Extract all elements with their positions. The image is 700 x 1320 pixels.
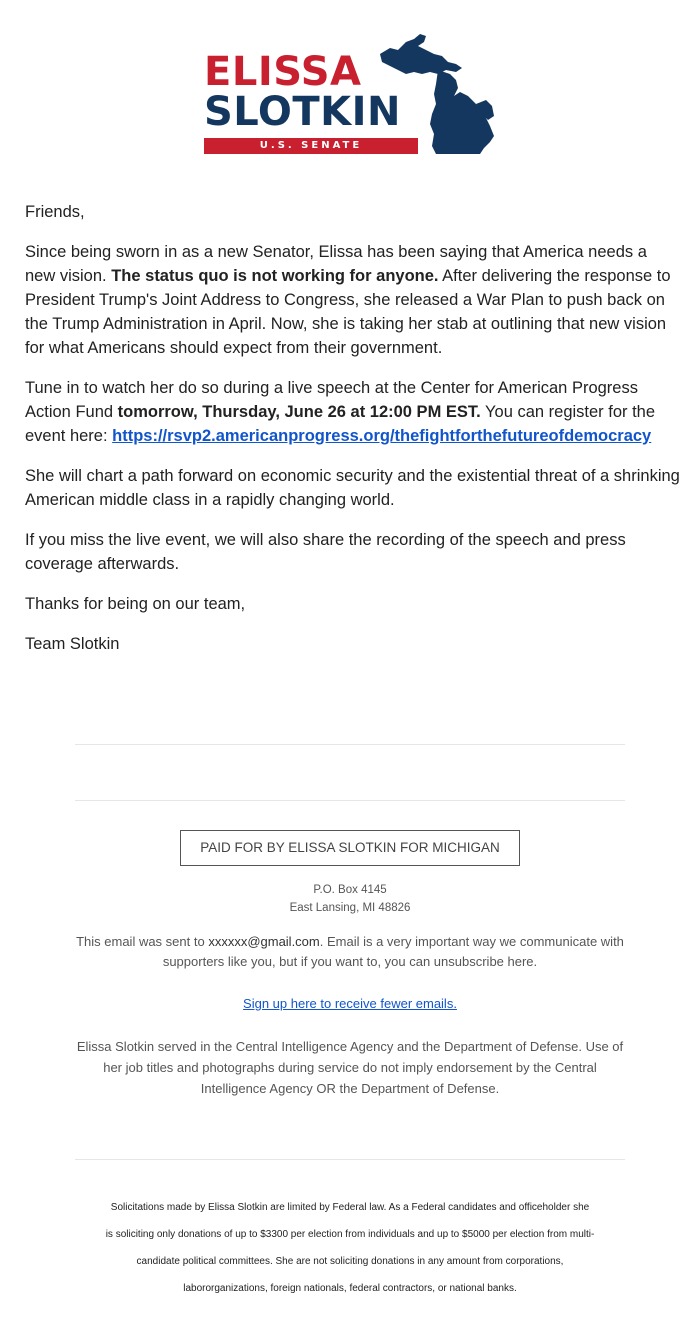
mailing-address	[75, 881, 625, 917]
paragraph-vision-bold: The status quo is not working for anyone.	[111, 267, 439, 285]
legal-notice	[75, 1194, 625, 1302]
recipient-email: xxxxxx@gmail.com	[208, 934, 320, 949]
signature: Team Slotkin	[25, 635, 120, 653]
paragraph-speech-bold: tomorrow, Thursday, June 26 at 12:00 PM EST.	[117, 403, 481, 421]
legal-line-2: is soliciting only donations of up to $3300 per election from individuals and up to $5000 per election from multi-	[105, 1229, 595, 1240]
email-body	[25, 200, 680, 672]
paragraph-recording: If you miss the live event, we will also share the recording of the speech and press coverage afterwards.	[25, 531, 626, 573]
address-line-1: P.O. Box 4145	[313, 884, 387, 896]
sent-to-text-a: This email was sent to	[76, 934, 209, 949]
register-link[interactable]: https://rsvp2.americanprogress.org/thefightforthefutureofdemocracy	[112, 427, 652, 445]
paragraph-speech-text-a: Tune in to watch her do so during a live speech at the Center for American Progress Action Fund	[25, 379, 638, 421]
logo-last-name: SLOTKIN	[204, 89, 402, 135]
legal-line-1: Solicitations made by Elissa Slotkin are limited by Federal law. As a Federal candidates and officeholder she	[110, 1202, 590, 1213]
paragraph-path: She will chart a path forward on economic security and the existential threat of a shrinking American middle class in a rapidly changing world.	[25, 467, 680, 509]
paragraph-vision-text-b: After delivering the response to President Trump's Joint Address to Congress, she released a War Plan to push back on the Trump Administration in April. Now, she is taking her stab at outlining that new vision for what Americans should expect from their government.	[25, 267, 671, 357]
logo-office-bar: U.S. SENATE	[204, 138, 418, 154]
paragraph-speech-text-b: You can register for the event here:	[25, 403, 656, 445]
fewer-emails-row	[75, 994, 625, 1014]
greeting: Friends,	[25, 203, 85, 221]
address-line-2: East Lansing, MI 48826	[289, 902, 411, 914]
legal-line-4: labororganizations, foreign nationals, federal contractors, or national banks.	[183, 1283, 517, 1294]
campaign-logo	[200, 30, 500, 160]
footer-divider-bottom	[75, 1159, 625, 1160]
sent-to-notice	[75, 932, 625, 972]
footer-divider-top	[75, 744, 625, 745]
sent-to-text-b: . Email is a very important way we communicate with supporters like you, but if you want to, you can unsubscribe here.	[162, 934, 624, 969]
closing-line: Thanks for being on our team,	[25, 595, 246, 613]
michigan-map-icon	[376, 30, 500, 158]
paid-for-box: PAID FOR BY ELISSA SLOTKIN FOR MICHIGAN	[180, 830, 520, 866]
fewer-emails-link[interactable]: Sign up here to receive fewer emails.	[243, 996, 457, 1011]
paragraph-vision	[25, 240, 680, 360]
paragraph-vision-text-a: Since being sworn in as a new Senator, Elissa has been saying that America needs a new vision.	[25, 243, 647, 285]
logo-first-name: ELISSA	[204, 49, 362, 95]
footer-divider-middle	[75, 800, 625, 801]
paragraph-speech	[25, 376, 680, 448]
legal-line-3: candidate political committees. She are not soliciting donations in any amount from corporations,	[136, 1256, 564, 1267]
service-disclaimer: Elissa Slotkin served in the Central Intelligence Agency and the Department of Defense. Use of her job titles and photographs during service do not imply endorsement by the Central Intelligence Agency OR the Department of Defense.	[76, 1039, 624, 1096]
